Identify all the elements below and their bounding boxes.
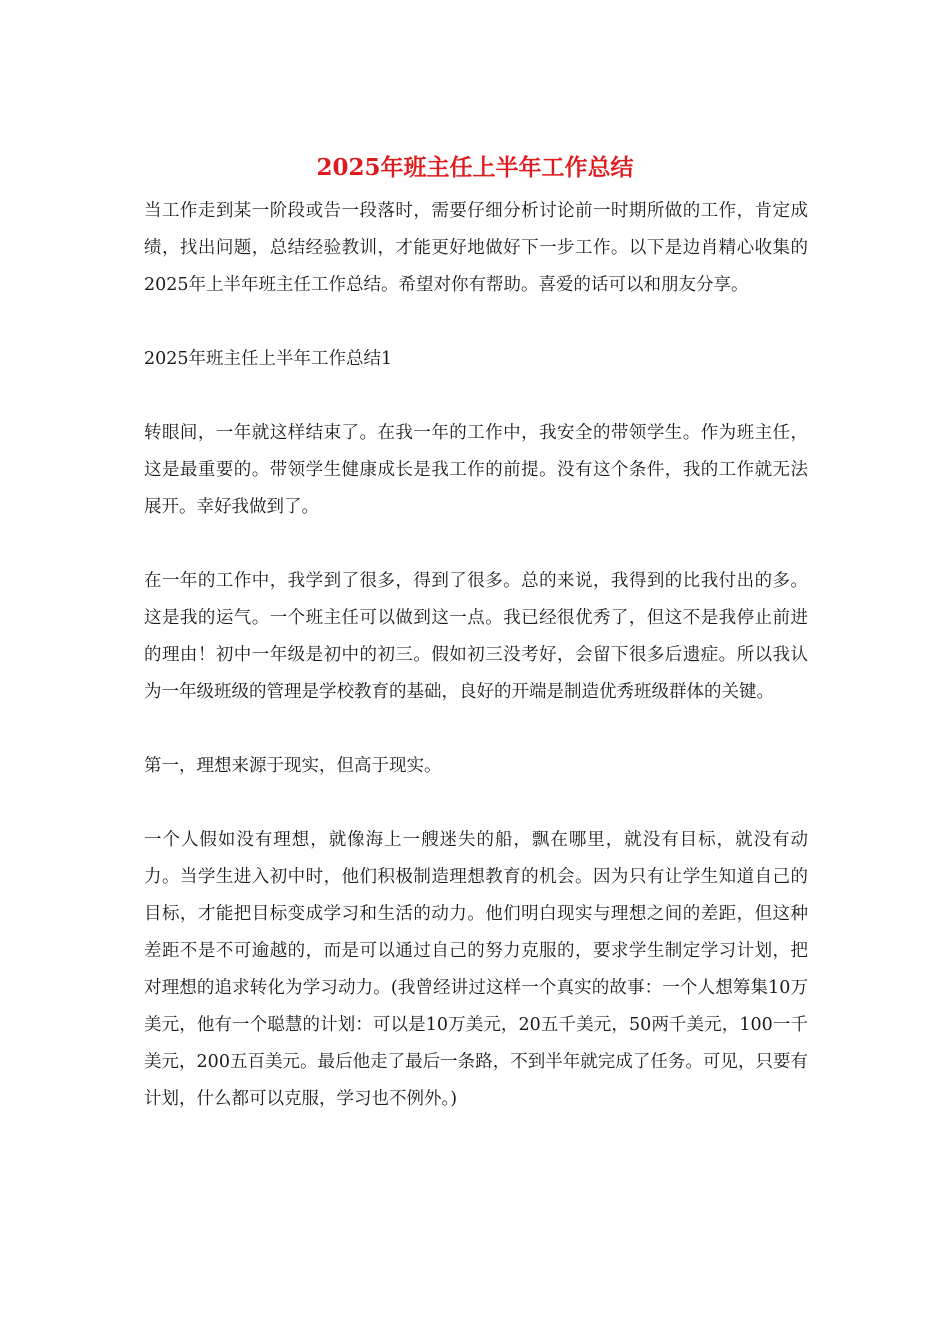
document-title: 2025年班主任上半年工作总结: [316, 154, 634, 181]
section-heading: 2025年班主任上半年工作总结1: [144, 349, 393, 369]
document-body: [144, 193, 808, 1155]
body-paragraph: 一个人假如没有理想，就像海上一艘迷失的船，飘在哪里，就没有目标，就没有动力。当学生进入初中时，他们积极制造理想教育的机会。因为只有让学生知道自己的目标，才能把目标变成学习和生活的动力。他们明白现实与理想之间的差距，但这种差距不是不可逾越的，而是可以通过自己的努力克服的，要求学生制定学习计划，把对理想的追求转化为学习动力。(我曾经讲过这样一个真实的故事：一个人想筹集10万美元，他有一个聪慧的计划：可以是10万美元，20五千美元，50两千美元，100一千美元，200五百美元。最后他走了最后一条路，不到半年就完成了任务。可见，只要有计划，什么都可以克服，学习也不例外。): [144, 830, 808, 1109]
body-paragraph: 在一年的工作中，我学到了很多，得到了很多。总的来说，我得到的比我付出的多。这是我的运气。一个班主任可以做到这一点。我已经很优秀了，但这不是我停止前进的理由！初中一年级是初中的初三。假如初三没考好，会留下很多后遗症。所以我认为一年级班级的管理是学校教育的基础，良好的开端是制造优秀班级群体的关键。: [144, 571, 808, 702]
point-heading: 第一，理想来源于现实，但高于现实。: [144, 756, 442, 776]
intro-paragraph: 当工作走到某一阶段或告一段落时，需要仔细分析讨论前一时期所做的工作，肯定成绩，找出问题，总结经验教训，才能更好地做好下一步工作。以下是边肖精心收集的2025年上半年班主任工作总结。希望对你有帮助。喜爱的话可以和朋友分享。: [144, 201, 808, 295]
body-paragraph: 转眼间，一年就这样结束了。在我一年的工作中，我安全的带领学生。作为班主任，这是最重要的。带领学生健康成长是我工作的前提。没有这个条件，我的工作就无法展开。幸好我做到了。: [144, 423, 808, 517]
